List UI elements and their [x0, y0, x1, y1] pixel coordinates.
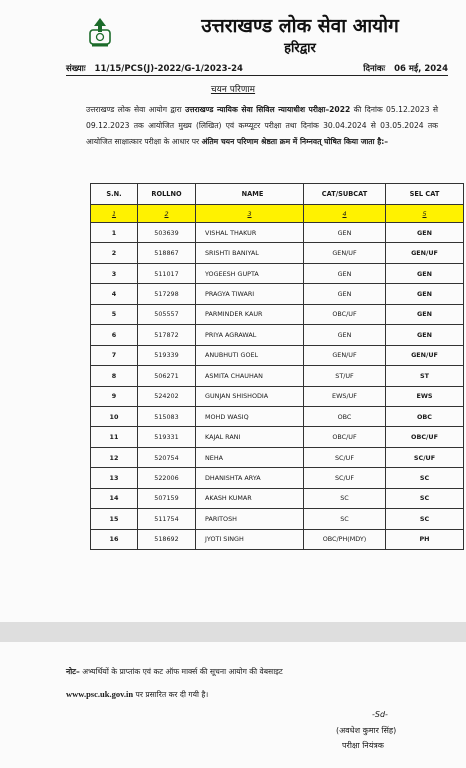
note-text: अभ्यर्थियों के प्राप्तांक एवं कट ऑफ मार्क्स की सूचना आयोग की वेबसाइट — [79, 667, 283, 676]
cell-rollno: 511017 — [138, 263, 196, 283]
cell-name: PARMINDER KAUR — [196, 304, 304, 324]
cell-name: MOHD WASIQ — [196, 406, 304, 426]
cell-category: GEN — [304, 284, 386, 304]
table-row — [91, 243, 464, 263]
cell-selected-category: SC — [386, 468, 464, 488]
cell-selected-category: EWS — [386, 386, 464, 406]
cell-selected-category: GEN — [386, 304, 464, 324]
cell-name: AKASH KUMAR — [196, 488, 304, 508]
cell-name: VISHAL THAKUR — [196, 223, 304, 243]
header-divider — [66, 75, 448, 76]
cell-name: NEHA — [196, 447, 304, 467]
cell-category: OBC/PH(MDY) — [304, 529, 386, 549]
exam-name: उत्तराखण्ड न्यायिक सेवा सिविल न्यायाधीश परीक्षा–2022 — [185, 105, 351, 114]
cell-category: SC/UF — [304, 468, 386, 488]
cell-sn: 15 — [91, 509, 138, 529]
cell-sn: 16 — [91, 529, 138, 549]
organization-city: हरिद्वार — [284, 41, 316, 56]
table-header-row — [91, 184, 464, 205]
cell-selected-category: GEN — [386, 223, 464, 243]
cell-selected-category: OBC/UF — [386, 427, 464, 447]
cell-selected-category: GEN/UF — [386, 345, 464, 365]
result-declaration: अंतिम चयन परिणाम श्रेष्ठता क्रम में निम्नवत् घोषित किया जाता है:– — [201, 137, 389, 146]
cell-name: PRAGYA TIWARI — [196, 284, 304, 304]
cell-rollno: 507159 — [138, 488, 196, 508]
cell-rollno: 522006 — [138, 468, 196, 488]
table-row — [91, 304, 464, 324]
cell-name: ANUBHUTI GOEL — [196, 345, 304, 365]
ref-label: संख्याः — [66, 64, 86, 74]
cell-sn: 5 — [91, 304, 138, 324]
cell-category: GEN — [304, 325, 386, 345]
cell-category: GEN/UF — [304, 243, 386, 263]
table-row — [91, 386, 464, 406]
table-row — [91, 284, 464, 304]
cell-category: SC/UF — [304, 447, 386, 467]
commission-emblem-icon — [87, 16, 113, 48]
cell-category: GEN/UF — [304, 345, 386, 365]
table-row — [91, 223, 464, 243]
note-paragraph — [66, 661, 446, 706]
cell-sn: 4 — [91, 284, 138, 304]
cell-sn: 14 — [91, 488, 138, 508]
cell-rollno: 519331 — [138, 427, 196, 447]
cell-rollno: 520754 — [138, 447, 196, 467]
page-separator — [0, 622, 466, 642]
table-row — [91, 406, 464, 426]
note-label: नोट– — [66, 667, 80, 676]
intro-paragraph — [86, 102, 438, 150]
cell-category: OBC/UF — [304, 304, 386, 324]
cell-sn: 2 — [91, 243, 138, 263]
ref-number: 11/15/PCS(J)-2022/G-1/2023-24 — [94, 64, 243, 74]
note-text-2: पर प्रसारित कर दी गयी है। — [133, 690, 209, 699]
date-block — [363, 63, 448, 74]
cell-rollno: 506271 — [138, 366, 196, 386]
cell-sn: 1 — [91, 223, 138, 243]
cell-name: GUNJAN SHISHODIA — [196, 386, 304, 406]
cell-selected-category: GEN — [386, 284, 464, 304]
signatory-name: (अवधेश कुमार सिंह) — [336, 726, 397, 735]
cell-category: GEN — [304, 263, 386, 283]
cell-selected-category: GEN/UF — [386, 243, 464, 263]
cell-sn: 11 — [91, 427, 138, 447]
cell-rollno: 524202 — [138, 386, 196, 406]
cell-rollno: 515083 — [138, 406, 196, 426]
cell-sn: 9 — [91, 386, 138, 406]
table-row — [91, 447, 464, 467]
organization-name: उत्तराखण्ड लोक सेवा आयोग — [201, 15, 399, 37]
index-cell: 2 — [138, 205, 196, 223]
cell-rollno: 518692 — [138, 529, 196, 549]
cell-selected-category: GEN — [386, 263, 464, 283]
index-cell: 5 — [386, 205, 464, 223]
cell-category: SC — [304, 488, 386, 508]
header-rollno: ROLLNO — [138, 184, 196, 205]
table-row — [91, 325, 464, 345]
table-row — [91, 427, 464, 447]
cell-name: ASMITA CHAUHAN — [196, 366, 304, 386]
cell-rollno: 519339 — [138, 345, 196, 365]
header-selcat: SEL CAT — [386, 184, 464, 205]
cell-name: JYOTI SINGH — [196, 529, 304, 549]
cell-name: DHANISHTA ARYA — [196, 468, 304, 488]
cell-selected-category: ST — [386, 366, 464, 386]
cell-selected-category: SC — [386, 509, 464, 529]
header-sn: S.N. — [91, 184, 138, 205]
cell-selected-category: OBC — [386, 406, 464, 426]
cell-rollno: 503639 — [138, 223, 196, 243]
table-row — [91, 345, 464, 365]
para-part-3: की दिनांक 05.12.2023 से 09.12.2023 तक आयोजित मुख्य (लिखित) एवं कम्प्यूटर परीक्षा तथा दिनांक 30.04.2024 से 03.05.2024 तक आयोजित साक्षात्कार परीक्षा के आधार पर — [86, 105, 438, 146]
cell-name: SRISHTI BANIYAL — [196, 243, 304, 263]
cell-name: PARITOSH — [196, 509, 304, 529]
cell-category: GEN — [304, 223, 386, 243]
cell-category: EWS/UF — [304, 386, 386, 406]
date-label: दिनांकः — [363, 64, 386, 74]
cell-name: PRIYA AGRAWAL — [196, 325, 304, 345]
cell-sn: 6 — [91, 325, 138, 345]
cell-sn: 10 — [91, 406, 138, 426]
table-row — [91, 468, 464, 488]
cell-rollno: 517298 — [138, 284, 196, 304]
signed-mark: -Sd- — [372, 710, 388, 719]
cell-selected-category: GEN — [386, 325, 464, 345]
page-heading: चयन परिणाम — [210, 85, 256, 95]
index-cell: 4 — [304, 205, 386, 223]
cell-sn: 8 — [91, 366, 138, 386]
table-row — [91, 263, 464, 283]
index-cell: 1 — [91, 205, 138, 223]
cell-name: YOGEESH GUPTA — [196, 263, 304, 283]
index-cell: 3 — [196, 205, 304, 223]
cell-category: OBC/UF — [304, 427, 386, 447]
cell-category: SC — [304, 509, 386, 529]
table-row — [91, 488, 464, 508]
header-cat: CAT/SUBCAT — [304, 184, 386, 205]
cell-selected-category: PH — [386, 529, 464, 549]
signatory-designation: परीक्षा नियंत्रक — [342, 741, 384, 750]
cell-rollno: 505557 — [138, 304, 196, 324]
cell-sn: 3 — [91, 263, 138, 283]
cell-category: ST/UF — [304, 366, 386, 386]
cell-sn: 7 — [91, 345, 138, 365]
table-row — [91, 529, 464, 549]
date-value: 06 मई, 2024 — [394, 64, 448, 74]
table-row — [91, 366, 464, 386]
para-part-1: उत्तराखण्ड लोक सेवा आयोग द्वारा — [86, 105, 186, 114]
result-table — [90, 183, 464, 550]
cell-rollno: 511754 — [138, 509, 196, 529]
cell-rollno: 518867 — [138, 243, 196, 263]
website-link[interactable]: www.psc.uk.gov.in — [66, 689, 134, 699]
cell-category: OBC — [304, 406, 386, 426]
reference-line — [66, 63, 448, 74]
cell-rollno: 517872 — [138, 325, 196, 345]
cell-sn: 12 — [91, 447, 138, 467]
cell-selected-category: SC — [386, 488, 464, 508]
header-name: NAME — [196, 184, 304, 205]
cell-sn: 13 — [91, 468, 138, 488]
column-index-row — [91, 205, 464, 223]
cell-selected-category: SC/UF — [386, 447, 464, 467]
table-row — [91, 509, 464, 529]
cell-name: KAJAL RANI — [196, 427, 304, 447]
